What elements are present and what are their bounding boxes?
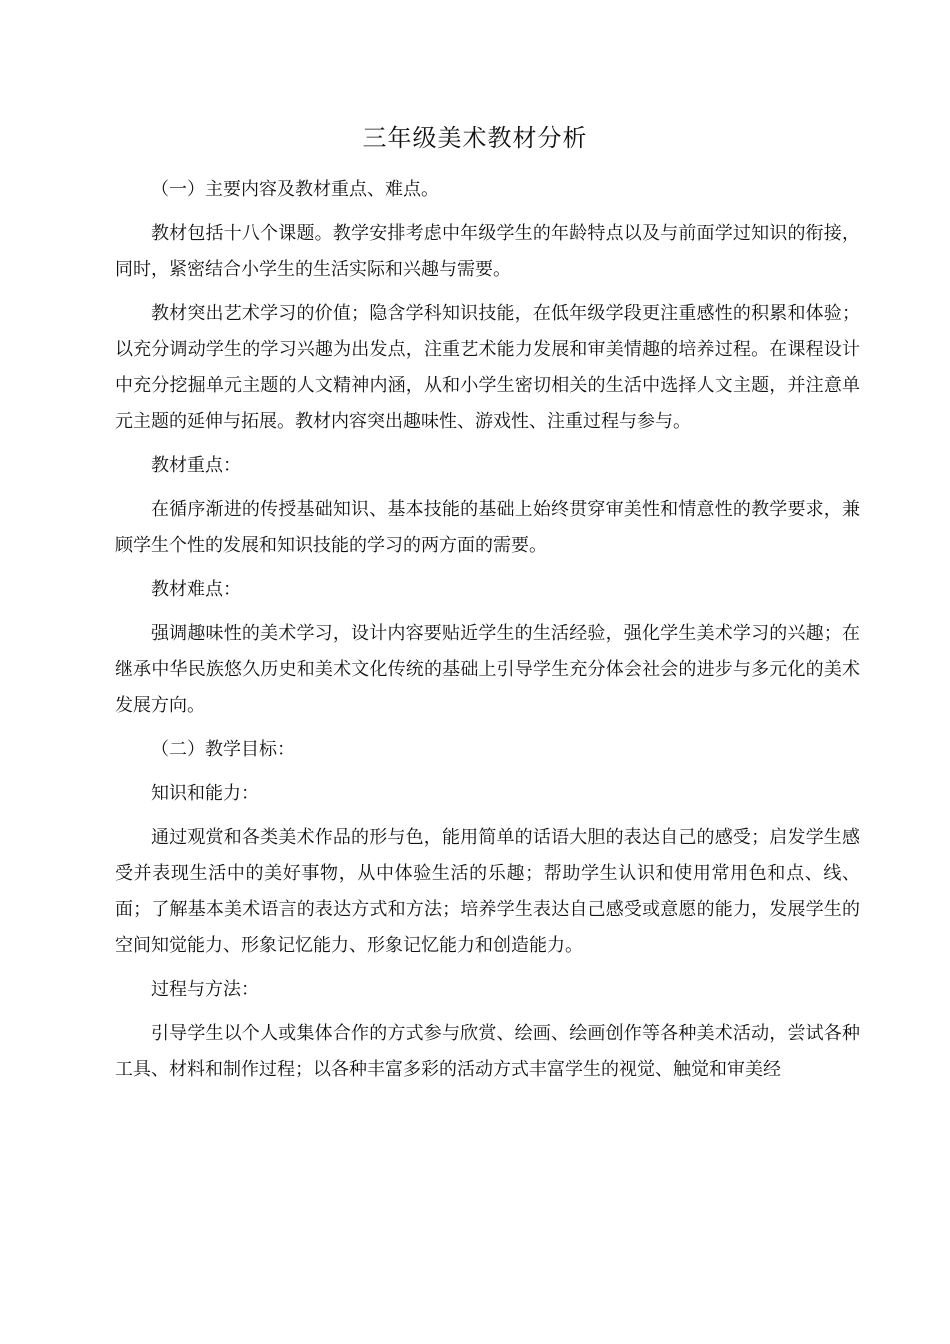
section-heading-main-content: （一）主要内容及教材重点、难点。: [151, 179, 439, 200]
section-heading-teaching-goals: （二）教学目标：: [151, 739, 295, 760]
paragraph-difficulties: 强调趣味性的美术学习，设计内容要贴近学生的生活经验，强化学生美术学习的兴趣；在继承中华民族悠久历史和美术文化传统的基础上引导学生充分体会社会的进步与多元化的美术发展方向。: [115, 623, 860, 716]
paragraph-knowledge-ability: 通过观赏和各类美术作品的形与色，能用简单的话语大胆的表达自己的感受；启发学生感受并表现生活中的美好事物，从中体验生活的乐趣；帮助学生认识和使用常用色和点、线、面；了解基本美术语言的表达方式和方法；培养学生表达自己感受或意愿的能力，发展学生的空间知觉能力、形象记忆能力、形象记忆能力和创造能力。: [115, 827, 860, 956]
label-process-method: 过程与方法：: [151, 979, 259, 1000]
document-body: [115, 172, 860, 1096]
document-title: 三年级美术教材分析: [362, 124, 588, 152]
label-difficulties: 教材难点：: [151, 579, 241, 600]
label-key-points: 教材重点：: [151, 455, 241, 476]
paragraph-materials-value: 教材突出艺术学习的价值；隐含学科知识技能，在低年级学段更注重感性的积累和体验；以充分调动学生的学习兴趣为出发点，注重艺术能力发展和审美情趣的培养过程。在课程设计中充分挖掘单元主题的人文精神内涵，从和小学生密切相关的生活中选择人文主题，并注意单元主题的延伸与拓展。教材内容突出趣味性、游戏性、注重过程与参与。: [115, 303, 860, 432]
label-knowledge-ability: 知识和能力：: [151, 783, 259, 804]
paragraph-materials-overview: 教材包括十八个课题。教学安排考虑中年级学生的年龄特点以及与前面学过知识的衔接，同时，紧密结合小学生的生活实际和兴趣与需要。: [115, 223, 860, 280]
paragraph-key-points: 在循序渐进的传授基础知识、基本技能的基础上始终贯穿审美性和情意性的教学要求，兼顾学生个性的发展和知识技能的学习的两方面的需要。: [115, 499, 860, 556]
paragraph-process-method: 引导学生以个人或集体合作的方式参与欣赏、绘画、绘画创作等各种美术活动，尝试各种工具、材料和制作过程；以各种丰富多彩的活动方式丰富学生的视觉、触觉和审美经: [115, 1023, 860, 1080]
